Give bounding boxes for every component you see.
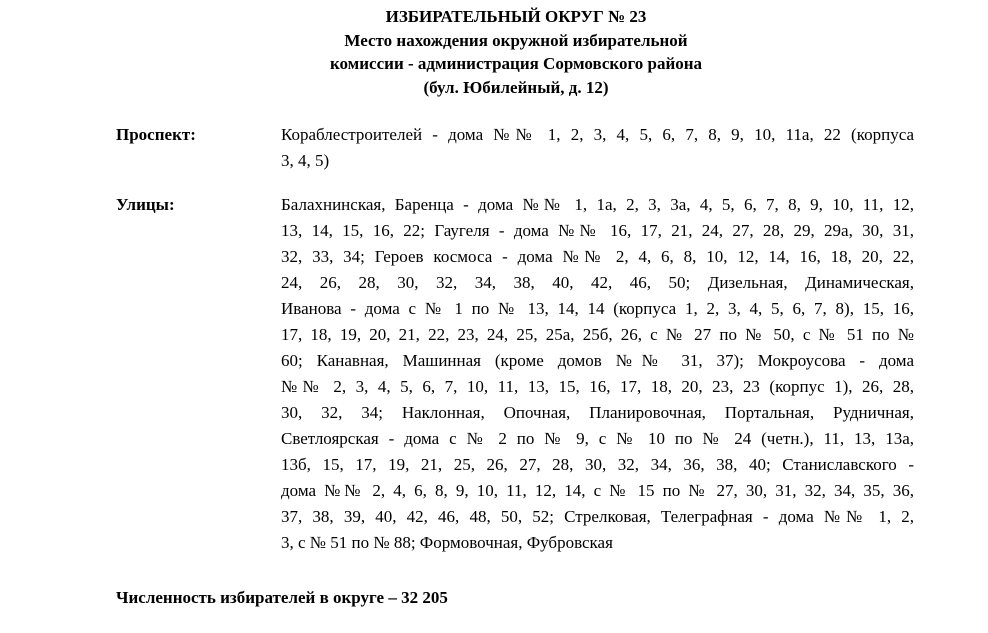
section-label-streets: Улицы:: [116, 195, 175, 214]
title-line: Место нахождения окружной избирательной: [344, 30, 688, 50]
text-line: 3, с № 51 по № 88; Формовочная, Фубровская: [281, 533, 613, 552]
title-line: ИЗБИРАТЕЛЬНЫЙ ОКРУГ № 23: [385, 7, 647, 26]
text-line: 17, 18, 19, 20, 21, 22, 23, 24, 25, 25а, 25б, 26, с № 27 по № 50, с № 51 по №: [281, 325, 914, 344]
text-line: №№ 2, 3, 4, 5, 6, 7, 10, 11, 13, 15, 16, 17, 18, 20, 23, 23 (корпус 1), 26, 28,: [281, 377, 914, 396]
section-label-prospect: Проспект:: [116, 125, 196, 144]
text-line: 60; Канавная, Машинная (кроме домов №№ 31, 37); Мокроусова - дома: [281, 351, 914, 370]
text-line: 30, 32, 34; Наклонная, Опочная, Планировочная, Портальная, Рудничная,: [281, 403, 914, 422]
section-body-streets: [281, 192, 914, 556]
text-line: Кораблестроителей - дома №№ 1, 2, 3, 4, 5, 6, 7, 8, 9, 10, 11а, 22 (корпуса: [281, 125, 914, 144]
text-line: Балахнинская, Баренца - дома №№ 1, 1а, 2, 3, 3а, 4, 5, 6, 7, 8, 9, 10, 11, 12,: [281, 195, 914, 214]
district-title: [0, 5, 988, 99]
text-line: 13б, 15, 17, 19, 21, 25, 26, 27, 28, 30, 32, 34, 36, 38, 40; Станиславского -: [281, 455, 914, 474]
text-line: Светлоярская - дома с № 2 по № 9, с № 10 по № 24 (четн.), 11, 13, 13а,: [281, 429, 914, 448]
voter-count: Численность избирателей в округе – 32 205: [116, 588, 448, 607]
title-line: (бул. Юбилейный, д. 12): [423, 77, 609, 97]
text-line: дома №№ 2, 4, 6, 8, 9, 10, 11, 12, 14, с № 15 по № 27, 30, 31, 32, 34, 35, 36,: [281, 481, 914, 500]
text-line: 24, 26, 28, 30, 32, 34, 38, 40, 42, 46, 50; Дизельная, Динамическая,: [281, 273, 914, 292]
text-line: 13, 14, 15, 16, 22; Гаугеля - дома №№ 16, 17, 21, 24, 27, 28, 29, 29а, 30, 31,: [281, 221, 914, 240]
section-body-prospect: [281, 122, 914, 174]
text-line: 3, 4, 5): [281, 151, 330, 170]
text-line: 32, 33, 34; Героев космоса - дома №№ 2, 4, 6, 8, 10, 12, 14, 16, 18, 20, 22,: [281, 247, 914, 266]
text-line: 37, 38, 39, 40, 42, 46, 48, 50, 52; Стрелковая, Телеграфная - дома №№ 1, 2,: [281, 507, 914, 526]
title-line: комиссии - администрация Сормовского района: [329, 54, 703, 73]
text-line: Иванова - дома с № 1 по № 13, 14, 14 (корпуса 1, 2, 3, 4, 5, 6, 7, 8), 15, 16,: [281, 299, 914, 318]
